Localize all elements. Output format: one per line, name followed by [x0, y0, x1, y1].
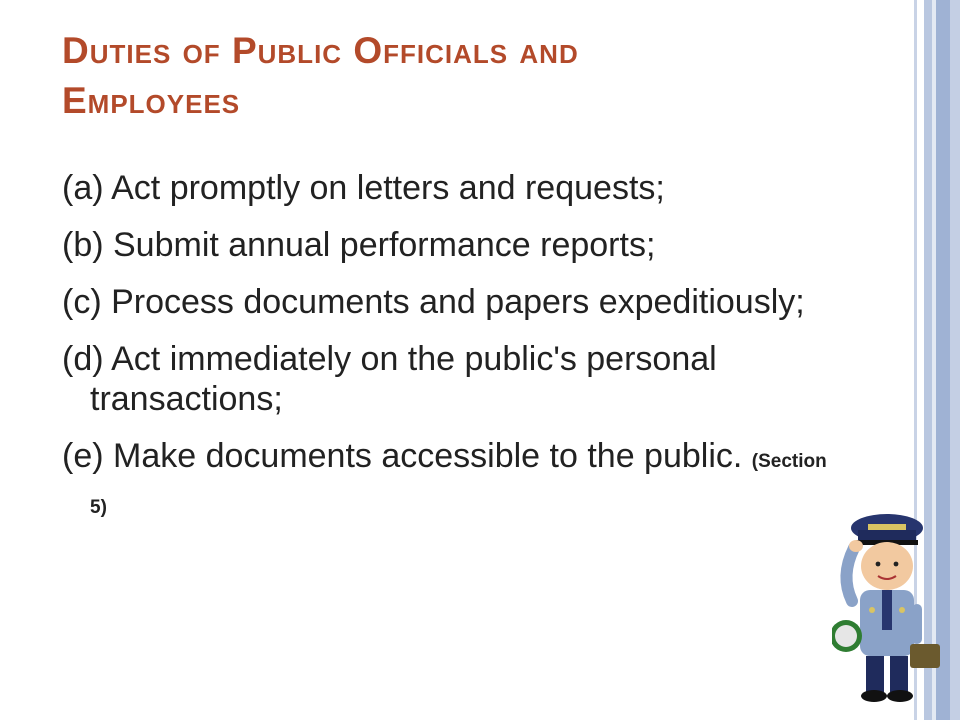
section-reference: (Section 5)	[90, 451, 827, 518]
duty-item-e	[62, 436, 842, 528]
stripe	[950, 0, 960, 720]
duty-item-c	[62, 282, 842, 322]
duty-item-b	[62, 225, 842, 265]
saluting-officer-illustration	[832, 506, 942, 706]
duty-item-d	[62, 339, 842, 419]
duty-text: (b) Submit annual performance reports;	[62, 226, 656, 264]
duty-text: (e) Make documents accessible to the public.	[62, 437, 743, 475]
title-line-1: Duties of Public Officials and	[62, 30, 579, 71]
title-line-2: Employees	[62, 80, 241, 121]
duties-list	[62, 168, 842, 545]
duty-text: (d) Act immediately on the public's personal transactions;	[62, 340, 717, 418]
duty-text: (c) Process documents and papers expeditiously;	[62, 283, 805, 321]
slide-title	[62, 26, 862, 126]
duty-text: (a) Act promptly on letters and requests;	[62, 169, 665, 207]
duty-item-a	[62, 168, 842, 208]
